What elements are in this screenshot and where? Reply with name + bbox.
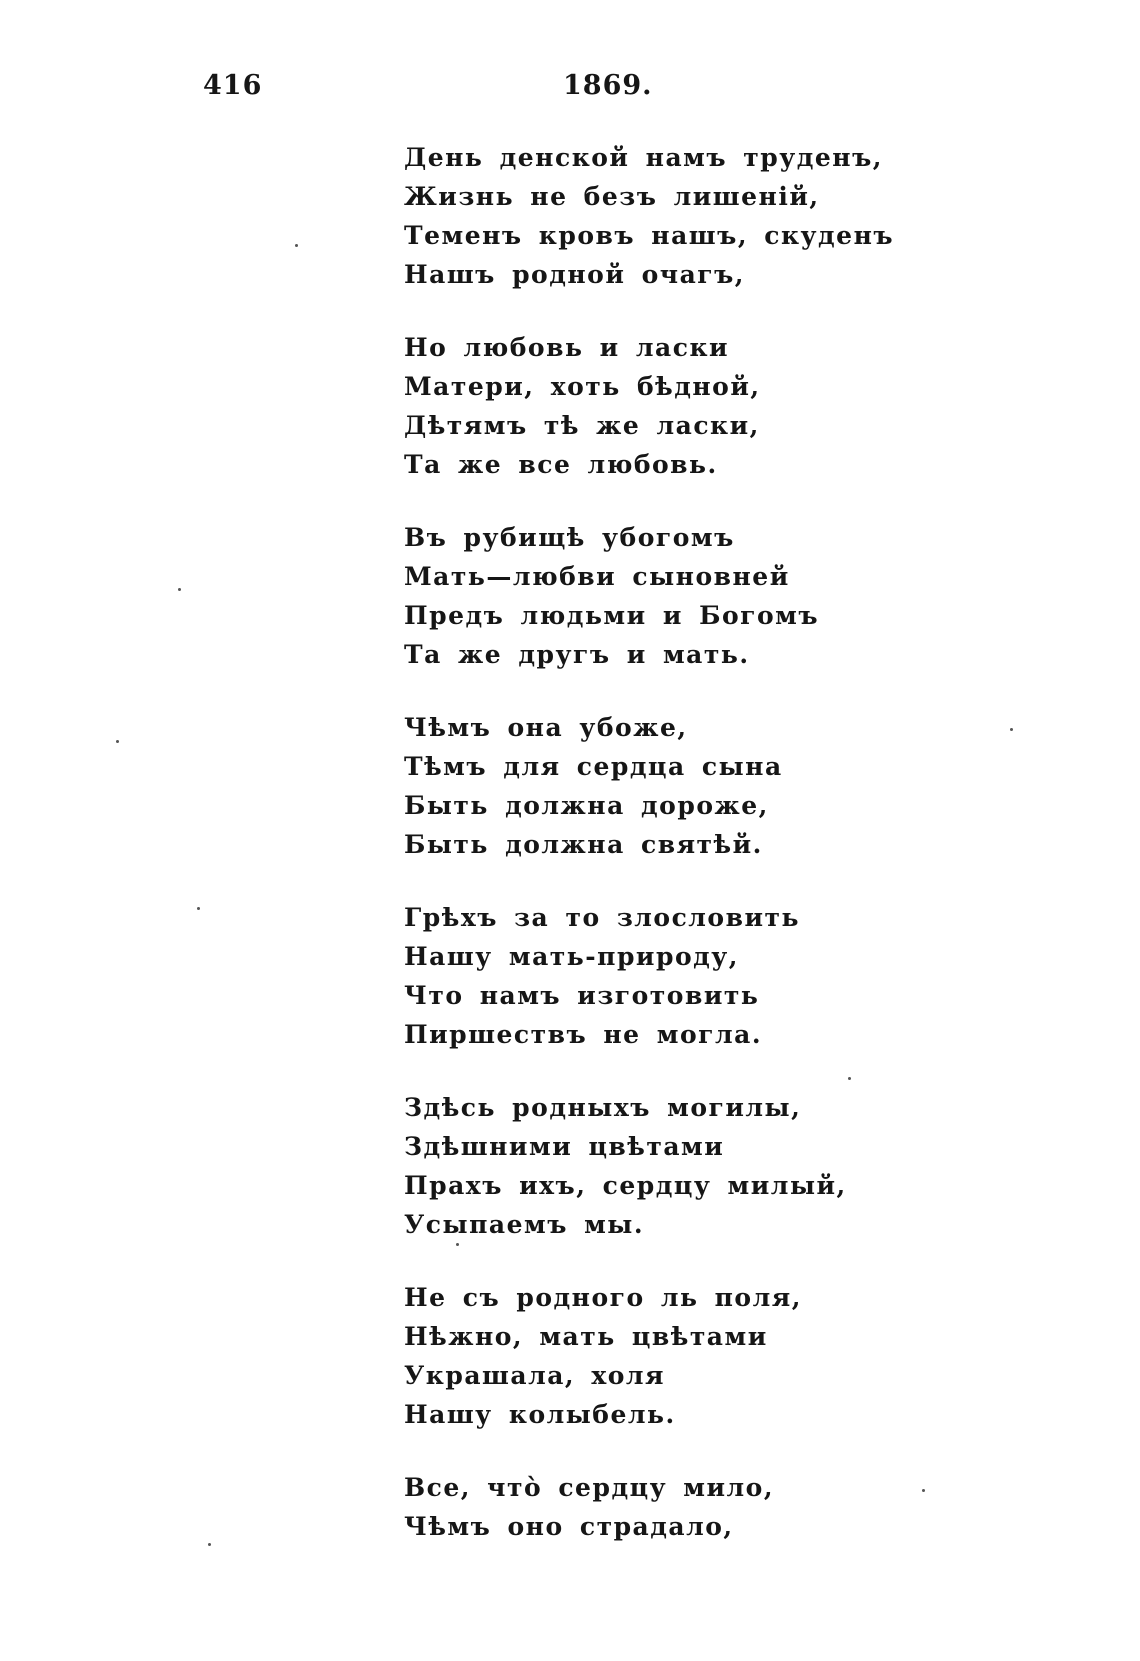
scan-speck xyxy=(208,1543,211,1546)
stanza xyxy=(404,518,844,674)
poem-line: Теменъ кровъ нашъ, скуденъ xyxy=(404,221,895,250)
poem-line: Нашъ родной очагъ, xyxy=(404,260,745,289)
poem-line: Жизнь не безъ лишеній, xyxy=(404,182,820,211)
poem-line: Грѣхъ за то злословить xyxy=(404,903,800,932)
poem-line: Въ рубищѣ убогомъ xyxy=(404,523,735,552)
poem-line: Быть должна святѣй. xyxy=(404,830,763,859)
stanza-gap xyxy=(404,1054,844,1088)
poem-line: Предъ людьми и Богомъ xyxy=(404,601,820,630)
poem-line: Матери, хоть бѣдной, xyxy=(404,372,761,401)
poem-line: Все, что̀ сердцу мило, xyxy=(404,1473,775,1502)
page-number: 416 xyxy=(203,70,263,101)
stanza-gap xyxy=(404,294,844,328)
poem-line: Тѣмъ для сердца сына xyxy=(404,752,783,781)
poem-line: Дѣтямъ тѣ же ласки, xyxy=(404,411,760,440)
poem-line: Здѣсь родныхъ могилы, xyxy=(404,1093,802,1122)
poem-line: Пиршествъ не могла. xyxy=(404,1020,763,1049)
stanza-gap xyxy=(404,1434,844,1468)
stanza xyxy=(404,708,844,864)
poem xyxy=(404,138,895,1546)
stanza xyxy=(404,1088,847,1244)
poem-line: Чѣмъ оно страдало, xyxy=(404,1512,734,1541)
scan-speck xyxy=(456,1243,459,1246)
poem-line: Нашу колыбель. xyxy=(404,1400,676,1429)
poem-line: Быть должна дороже, xyxy=(404,791,769,820)
poem-line: Здѣшними цвѣтами xyxy=(404,1132,725,1161)
scan-speck xyxy=(1010,728,1013,731)
poem-line: Усыпаемъ мы. xyxy=(404,1210,645,1239)
stanza-gap xyxy=(404,864,844,898)
poem-line: Мать—любви сыновней xyxy=(404,562,790,591)
scan-speck xyxy=(178,588,181,591)
poem-line: Та же все любовь. xyxy=(404,450,718,479)
poem-line: Чѣмъ она убоже, xyxy=(404,713,688,742)
poem-line: Но любовь и ласки xyxy=(404,333,730,362)
stanza xyxy=(404,138,895,294)
poem-line: Та же другъ и мать. xyxy=(404,640,750,669)
poem-line: Украшала, холя xyxy=(404,1361,665,1390)
scan-speck xyxy=(848,1077,851,1080)
stanza-gap xyxy=(404,674,844,708)
poem-line: Не съ родного ль поля, xyxy=(404,1283,802,1312)
running-head-year: 1869. xyxy=(563,70,653,101)
poem-line: Нашу мать-природу, xyxy=(404,942,739,971)
scan-speck xyxy=(922,1489,925,1492)
stanza xyxy=(404,1278,844,1434)
scan-speck xyxy=(197,907,200,910)
poem-line: Прахъ ихъ, сердцу милый, xyxy=(404,1171,847,1200)
stanza xyxy=(404,328,844,484)
poem-line: Нѣжно, мать цвѣтами xyxy=(404,1322,768,1351)
poem-line: День денской намъ труденъ, xyxy=(404,143,883,172)
scan-speck xyxy=(116,740,119,743)
stanza xyxy=(404,898,844,1054)
stanza xyxy=(404,1468,844,1546)
scan-speck xyxy=(295,244,298,247)
poem-line: Что намъ изготовить xyxy=(404,981,760,1010)
stanza-gap xyxy=(404,484,844,518)
stanza-gap xyxy=(404,1244,844,1278)
